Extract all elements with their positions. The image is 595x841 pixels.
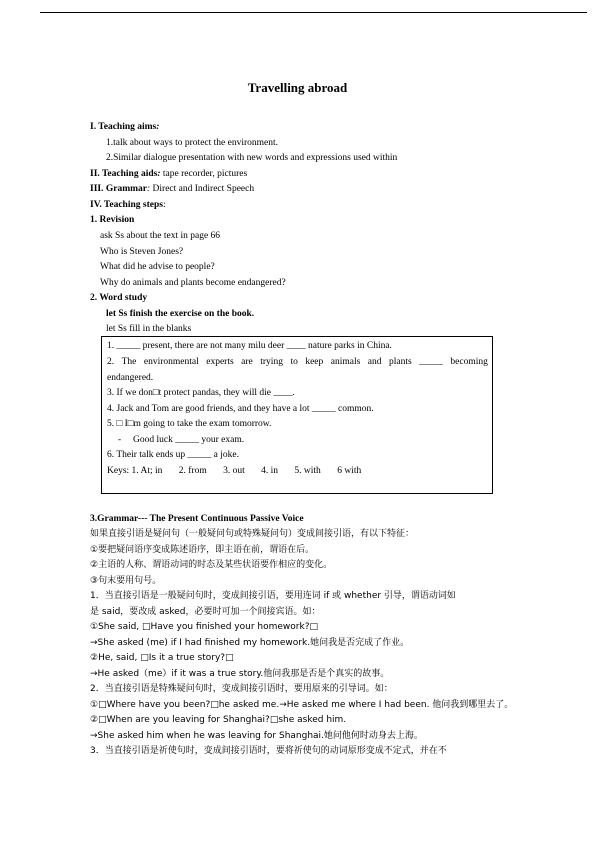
- exercise-word: experts: [206, 357, 234, 367]
- aims-heading-line: [90, 121, 159, 133]
- section3-line: 如果直接引语是疑问句（一般疑问句或特殊疑问句）变成间接引语，有以下特征：: [90, 529, 415, 539]
- grammar-line: [90, 183, 254, 195]
- section3-line: 1．当直接引语是一般疑问句时，变成间接引语，要用连词 if 或 whether 引导，谓语动词如: [90, 591, 456, 601]
- exercise-word: _____: [419, 357, 443, 367]
- section3-line: 3．当直接引语是祈使句时，变成间接引语时，要将祈使句的动词原形变成不定式，并在不: [90, 746, 447, 756]
- exercise-word: becoming: [450, 357, 488, 367]
- exercise-line-2: [107, 356, 488, 368]
- aims-colon: :: [156, 122, 160, 132]
- aids-colon: :: [157, 169, 161, 179]
- key-item: 2. from: [178, 466, 207, 476]
- key-item: 4. in: [261, 466, 279, 476]
- exercise-word: keep: [305, 357, 324, 367]
- revision-line-2: Who is Steven Jones?: [100, 247, 184, 257]
- grammar-heading: III. Grammar: [90, 184, 147, 194]
- exercise-line-6: - Good luck _____ your exam.: [118, 435, 245, 445]
- exercise-line-4: 4. Jack and Tom are good friends, and they have a lot _____ common.: [107, 404, 374, 414]
- aims-heading: I. Teaching aims: [90, 122, 157, 132]
- exercise-word: are: [241, 357, 253, 367]
- revision-line-4: Why do animals and plants become endangered?: [100, 278, 286, 288]
- exercise-word: and: [367, 357, 382, 367]
- exercise-box: [101, 336, 493, 494]
- grammar-colon: :: [147, 184, 151, 194]
- exercise-word: trying: [260, 357, 283, 367]
- word-study-heading: 2. Word study: [90, 293, 148, 303]
- header-rule: [40, 12, 587, 13]
- exercise-line-3: 3. If we don□t protect pandas, they will die ____.: [107, 388, 295, 398]
- revision-heading: 1. Revision: [90, 215, 135, 225]
- exercise-keys: [107, 465, 375, 477]
- section3-line: →She asked him when he was leaving for Shanghai.她问他何时动身去上海。: [90, 731, 423, 741]
- section3-line: →She asked (me) if I had finished my homework.她问我是否完成了作业。: [90, 638, 410, 648]
- steps-heading: IV. Teaching steps: [90, 200, 163, 210]
- section3-line: →He asked（me）if it was a true story.他问我那是否是个真实的故事。: [90, 669, 390, 679]
- steps-colon: :: [162, 200, 166, 210]
- aims-item-1: 1.talk about ways to protect the environment.: [106, 138, 279, 148]
- section3-line: ②主语的人称、谓语动词的时态及某些状语要作相应的变化。: [90, 560, 333, 570]
- exercise-word: The: [121, 357, 137, 367]
- grammar-text: Direct and Indirect Speech: [150, 184, 255, 194]
- aims-item-2: 2.Similar dialogue presentation with new words and expressions used within: [106, 153, 398, 163]
- section3-line: ②He, said, □Is it a true story?□: [90, 653, 234, 663]
- revision-line-3: What did he advise to people?: [100, 262, 215, 272]
- section3-line: ②□When are you leaving for Shanghai?□she asked him.: [90, 715, 347, 725]
- key-item: 6 with: [337, 466, 362, 476]
- exercise-word: environmental: [143, 357, 199, 367]
- exercise-word: 2.: [107, 357, 115, 367]
- key-item: 3. out: [223, 466, 245, 476]
- section3-line: ③句末要用句号。: [90, 576, 162, 586]
- section3-heading: 3.Grammar--- The Present Continuous Passive Voice: [90, 514, 304, 524]
- exercise-line-1: 1. _____ present, there are not many milu deer ____ nature parks in China.: [107, 341, 392, 351]
- section3-line: ①She said, □Have you finished your homework?□: [90, 622, 318, 632]
- section3-line: 是 said，要改成 asked，必要时可加一个间接宾语。如：: [90, 607, 321, 617]
- key-item: Keys: 1. At; in: [107, 466, 163, 476]
- exercise-word: animals: [330, 357, 361, 367]
- section3-line: ①□Where have you been?□he asked me.→He asked me where I had been. 他问我到哪里去了。: [90, 700, 514, 710]
- aids-line: [90, 168, 247, 180]
- exercise-line-7: 6. Their talk ends up _____ a joke.: [107, 450, 240, 460]
- word-study-instruction: let Ss finish the exercise on the book.: [106, 309, 255, 319]
- key-item: 5. with: [294, 466, 321, 476]
- aids-text: tape recorder, pictures: [160, 169, 248, 179]
- page-title: Travelling abroad: [247, 80, 348, 95]
- exercise-word: plants: [388, 357, 412, 367]
- section3-line: ①要把疑问语序变成陈述语序，即主语在前，谓语在后。: [90, 545, 315, 555]
- exercise-line-5: 5. □ I□m going to take the exam tomorrow.: [107, 419, 272, 429]
- revision-line-1: ask Ss about the text in page 66: [100, 231, 221, 241]
- aids-heading: II. Teaching aids: [90, 169, 158, 179]
- exercise-line-2b: endangered.: [107, 373, 154, 383]
- word-study-subinstruction: let Ss fill in the blanks: [106, 324, 192, 334]
- steps-line: [90, 199, 166, 211]
- exercise-word: to: [290, 357, 298, 367]
- section3-line: 2．当直接引语是特殊疑问句时，变成间接引语时，要用原来的引导词。如：: [90, 684, 393, 694]
